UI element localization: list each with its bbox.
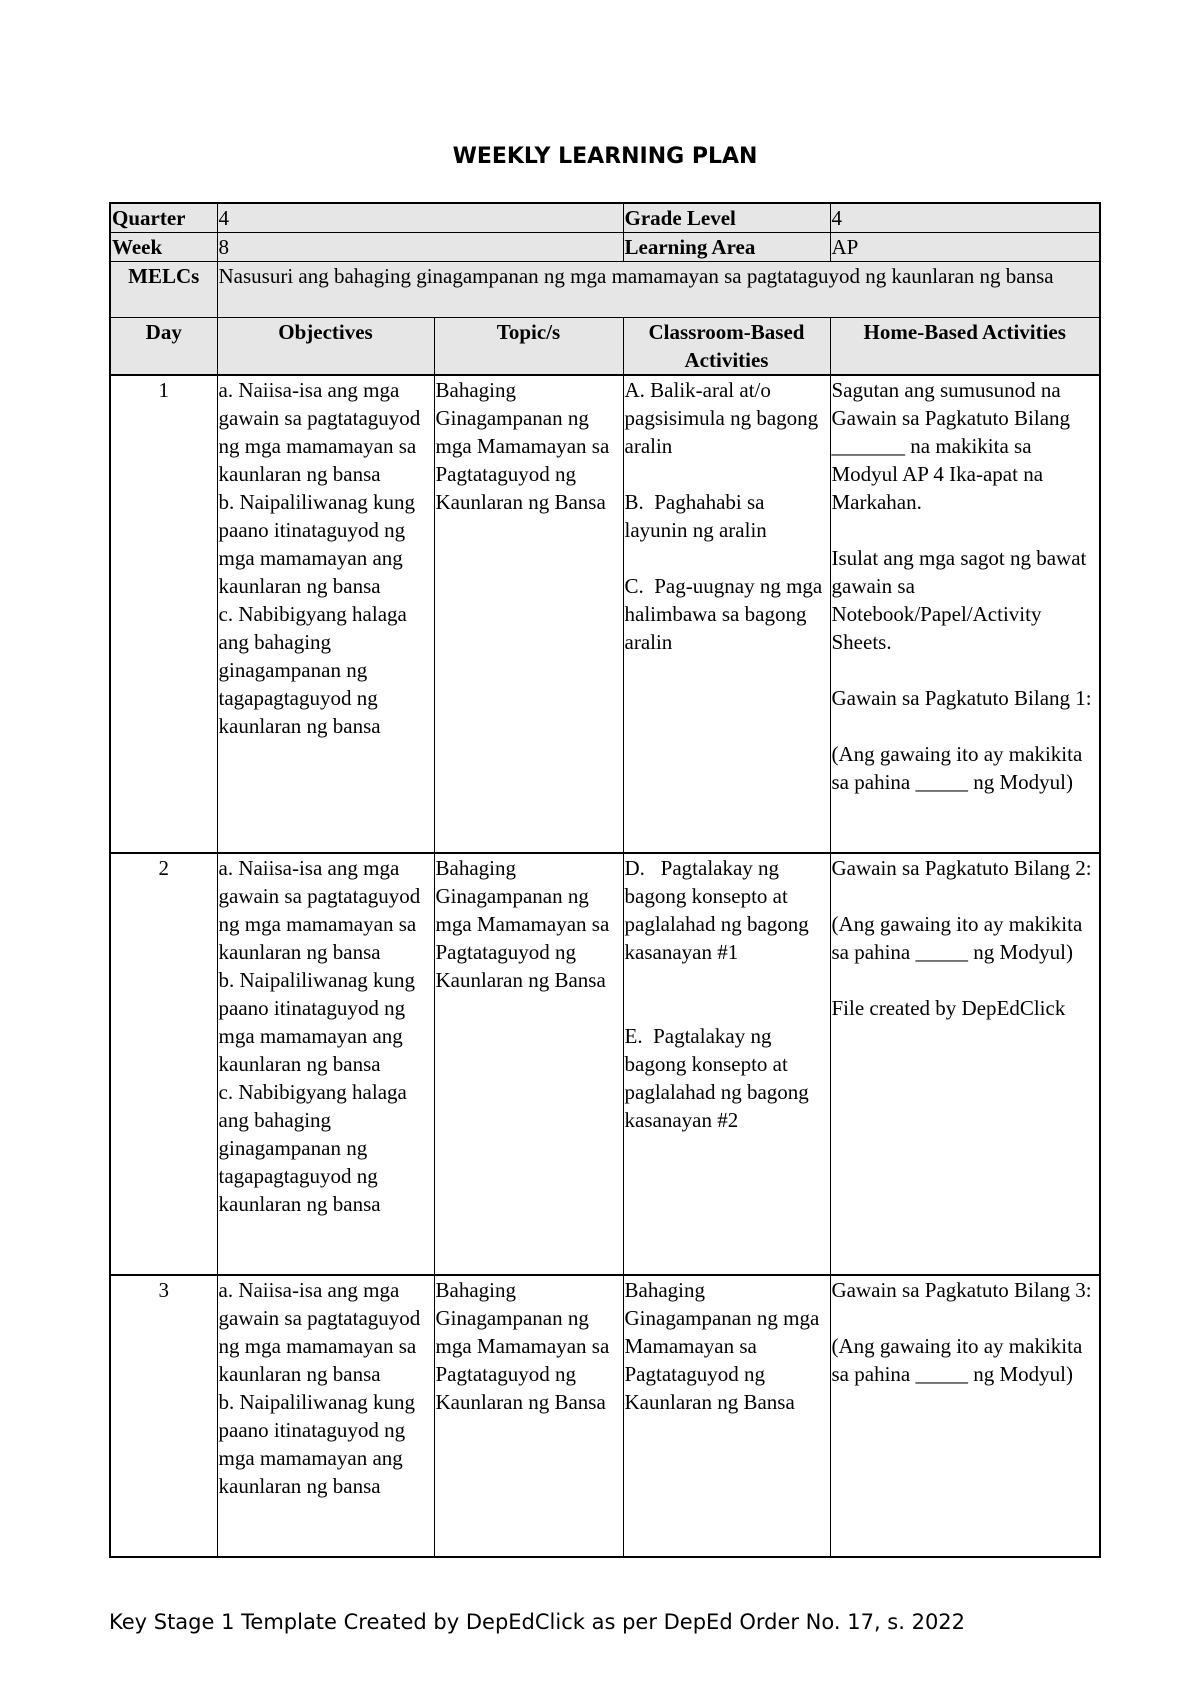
classroom-activities-cell: D. Pagtalakay ng bagong konsepto at paglalahad ng bagong kasanayan #1 E. Pagtalakay ng bagong konsepto at paglalahad ng bagong kasanayan #2	[623, 853, 830, 1275]
home-activities-cell: Gawain sa Pagkatuto Bilang 2: (Ang gawaing ito ay makikita sa pahina _____ ng Modyul) File created by DepEdClick	[830, 853, 1100, 1275]
melcs-label: MELCs	[110, 262, 217, 318]
quarter-row	[110, 203, 1100, 233]
column-header-classroom: Classroom-Based Activities	[623, 318, 830, 376]
learning-area-label: Learning Area	[623, 233, 830, 262]
weekly-plan-table	[109, 202, 1101, 1558]
day-cell: 3	[110, 1275, 217, 1557]
objectives-cell: a. Naiisa-isa ang mga gawain sa pagtataguyod ng mga mamamayan sa kaunlaran ng bansa b. Naipaliliwanag kung paano itinataguyod ng mga mamamayan ang kaunlaran ng bansa c. Nabibigyang halaga ang bahaging ginagampanan ng tagapagtaguyod ng kaunlaran ng bansa	[217, 375, 434, 853]
classroom-activities-cell: Bahaging Ginagampanan ng mga Mamamayan sa Pagtataguyod ng Kaunlaran ng Bansa	[623, 1275, 830, 1557]
column-header-objectives: Objectives	[217, 318, 434, 376]
topics-cell: Bahaging Ginagampanan ng mga Mamamayan sa Pagtataguyod ng Kaunlaran ng Bansa	[434, 853, 623, 1275]
grade-level-label: Grade Level	[623, 203, 830, 233]
table-row	[110, 375, 1100, 853]
week-label: Week	[110, 233, 217, 262]
column-header-day: Day	[110, 318, 217, 376]
quarter-value: 4	[217, 203, 623, 233]
table-row	[110, 853, 1100, 1275]
day-cell: 1	[110, 375, 217, 853]
footer-note: Key Stage 1 Template Created by DepEdClick as per DepEd Order No. 17, s. 2022	[109, 1610, 966, 1634]
grade-level-value: 4	[830, 203, 1100, 233]
learning-area-value: AP	[830, 233, 1100, 262]
column-header-row	[110, 318, 1100, 376]
topics-cell: Bahaging Ginagampanan ng mga Mamamayan sa Pagtataguyod ng Kaunlaran ng Bansa	[434, 1275, 623, 1557]
table-row	[110, 1275, 1100, 1557]
classroom-activities-cell: A. Balik-aral at/o pagsisimula ng bagong aralin B. Paghahabi sa layunin ng aralin C. Pag-uugnay ng mga halimbawa sa bagong aralin	[623, 375, 830, 853]
column-header-home: Home-Based Activities	[830, 318, 1100, 376]
home-activities-cell: Gawain sa Pagkatuto Bilang 3: (Ang gawaing ito ay makikita sa pahina _____ ng Modyul)	[830, 1275, 1100, 1557]
melcs-row	[110, 262, 1100, 318]
melcs-value: Nasusuri ang bahaging ginagampanan ng mga mamamayan sa pagtataguyod ng kaunlaran ng bansa	[217, 262, 1100, 318]
week-row	[110, 233, 1100, 262]
objectives-cell: a. Naiisa-isa ang mga gawain sa pagtataguyod ng mga mamamayan sa kaunlaran ng bansa b. Naipaliliwanag kung paano itinataguyod ng mga mamamayan ang kaunlaran ng bansa	[217, 1275, 434, 1557]
day-cell: 2	[110, 853, 217, 1275]
column-header-topics: Topic/s	[434, 318, 623, 376]
objectives-cell: a. Naiisa-isa ang mga gawain sa pagtataguyod ng mga mamamayan sa kaunlaran ng bansa b. Naipaliliwanag kung paano itinataguyod ng mga mamamayan ang kaunlaran ng bansa c. Nabibigyang halaga ang bahaging ginagampanan ng tagapagtaguyod ng kaunlaran ng bansa	[217, 853, 434, 1275]
page-title: WEEKLY LEARNING PLAN	[452, 144, 758, 169]
week-value: 8	[217, 233, 623, 262]
home-activities-cell: Sagutan ang sumusunod na Gawain sa Pagkatuto Bilang _______ na makikita sa Modyul AP 4 Ika-apat na Markahan. Isulat ang mga sagot ng bawat gawain sa Notebook/Papel/Activity Sheets. Gawain sa Pagkatuto Bilang 1: (Ang gawaing ito ay makikita sa pahina _____ ng Modyul)	[830, 375, 1100, 853]
quarter-label: Quarter	[110, 203, 217, 233]
topics-cell: Bahaging Ginagampanan ng mga Mamamayan sa Pagtataguyod ng Kaunlaran ng Bansa	[434, 375, 623, 853]
